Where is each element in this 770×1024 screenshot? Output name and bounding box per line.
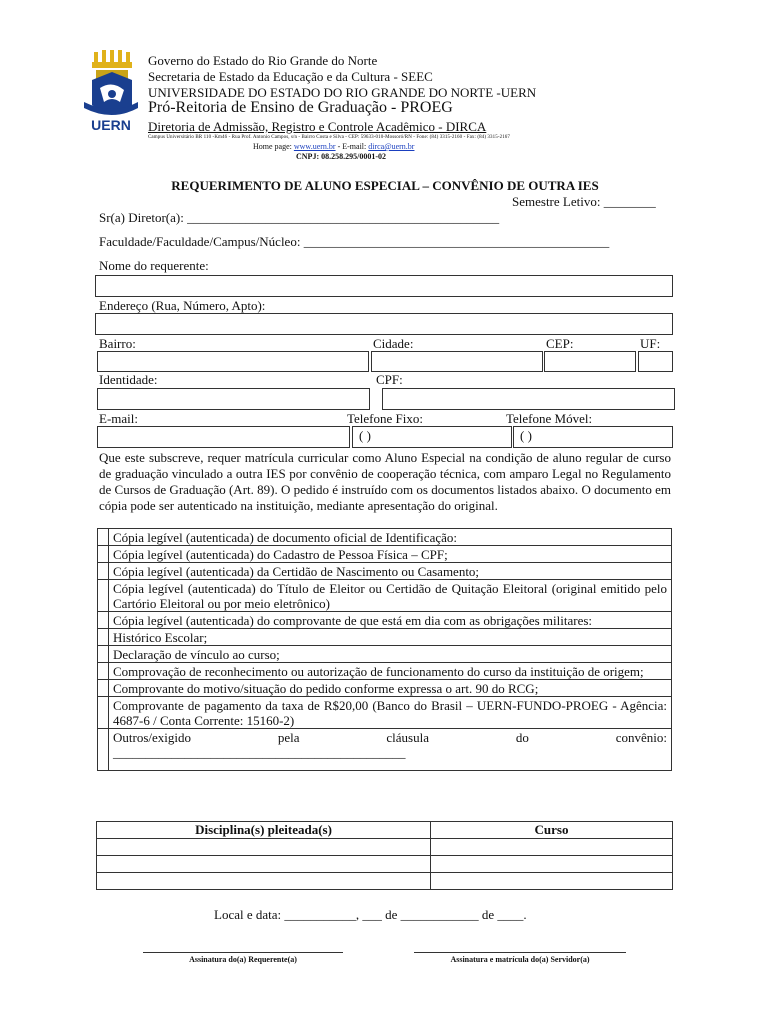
homepage-label: Home page: xyxy=(253,142,292,151)
header-university: UNIVERSIDADE DO ESTADO DO RIO GRANDE DO NORTE -UERN xyxy=(148,85,537,100)
document-checkbox[interactable] xyxy=(98,697,109,729)
document-item-label: Cópia legível (autenticada) de documento oficial de Identificação: xyxy=(109,529,672,546)
endereco-input[interactable] xyxy=(95,313,673,335)
document-item-label: Comprovante de pagamento da taxa de R$20,00 (Banco do Brasil – UERN-FUNDO-PROEG - Agência: 4687-6 / Conta Corrente: 15160-2) xyxy=(109,697,672,729)
document-row xyxy=(98,529,672,546)
form-title: REQUERIMENTO DE ALUNO ESPECIAL – CONVÊNIO DE OUTRA IES xyxy=(171,178,599,193)
identidade-label: Identidade: xyxy=(99,372,158,387)
uf-label: UF: xyxy=(640,336,661,351)
document-row xyxy=(98,563,672,580)
nome-label: Nome do requerente: xyxy=(99,258,209,273)
outros-word: cláusula xyxy=(386,730,429,745)
outros-word: convênio: xyxy=(615,730,667,745)
faculdade-field: Faculdade/Faculdade/Campus/Núcleo: _______________________________________________ xyxy=(99,234,610,249)
document-checkbox[interactable] xyxy=(98,663,109,680)
disciplina-cell[interactable] xyxy=(97,856,431,873)
header-cnpj: CNPJ: 08.258.295/0001-02 xyxy=(296,152,386,161)
document-checkbox[interactable] xyxy=(98,729,109,771)
table-row xyxy=(97,856,673,873)
local-data: Local e data: ___________, ___ de ____________ de ____. xyxy=(214,907,527,922)
email-field-label: E-mail: xyxy=(99,411,138,426)
cpf-input[interactable] xyxy=(382,388,675,410)
document-checkbox[interactable] xyxy=(98,629,109,646)
header-government: Governo do Estado do Rio Grande do Norte xyxy=(148,53,378,68)
disciplina-header: Disciplina(s) pleiteada(s) xyxy=(97,822,431,839)
outros-line: _____________________________________________ xyxy=(113,745,406,760)
telefone-movel-input[interactable] xyxy=(513,426,673,448)
uf-input[interactable] xyxy=(638,351,673,372)
signature-servidor-label: Assinatura e matrícula do(a) Servidor(a) xyxy=(450,955,590,964)
header-secretaria: Secretaria de Estado da Educação e da Cultura - SEEC xyxy=(148,69,433,84)
curso-header: Curso xyxy=(431,822,673,839)
email-link[interactable]: dirca@uern.br xyxy=(368,142,415,151)
document-checkbox[interactable] xyxy=(98,529,109,546)
request-paragraph: Que este subscreve, requer matrícula curricular como Aluno Especial na condição de aluno regular de curso de graduação vinculado a outra IES por convênio de cooperação técnica, com amparo Legal no Regulamento de Cursos de Graduação (Art. 89). O pedido é instruído com os documentos listados abaixo. O documento em cópia pode ser autenticado na instituição, mediante apresentação do original. xyxy=(99,450,671,513)
document-item-label: Comprovação de reconhecimento ou autorização de funcionamento do curso da instituição de origem; xyxy=(109,663,672,680)
header-address: Campus Universitário BR 110 -Km46 - Rua Prof. Antonio Campos, s/n - Bairro Costa e Silva - CEP: 59633-010-Mossoró/RN - Fone: (84) 3315-2160 - Fax: (84) 3315-2167 xyxy=(148,135,511,140)
document-row xyxy=(98,680,672,697)
disciplinas-table xyxy=(96,821,673,890)
document-checkbox[interactable] xyxy=(98,646,109,663)
cpf-label: CPF: xyxy=(376,372,403,387)
signature-requerente-label: Assinatura do(a) Requerente(a) xyxy=(189,955,297,964)
telefone-movel-label: Telefone Móvel: xyxy=(506,411,593,426)
curso-cell[interactable] xyxy=(431,856,673,873)
document-item-label: Declaração de vínculo ao curso; xyxy=(109,646,672,663)
document-row xyxy=(98,580,672,612)
header-proeg: Pró-Reitoria de Ensino de Graduação - PROEG xyxy=(148,99,453,116)
identidade-input[interactable] xyxy=(97,388,370,410)
ddd-movel: ( ) xyxy=(520,428,532,443)
document-row xyxy=(98,663,672,680)
signature-line-servidor xyxy=(414,952,626,953)
document-item-label: Cópia legível (autenticada) da Certidão de Nascimento ou Casamento; xyxy=(109,563,672,580)
document-item-label: Cópia legível (autenticada) do Título de Eleitor ou Certidão de Quitação Eleitoral (original emitido pelo Cartório Eleitoral ou por meio eletrônico) xyxy=(109,580,672,612)
header-contacts xyxy=(253,142,414,151)
disciplina-cell[interactable] xyxy=(97,839,431,856)
telefone-fixo-input[interactable] xyxy=(352,426,512,448)
outros-word: pela xyxy=(277,730,300,745)
document-item-label: Histórico Escolar; xyxy=(109,629,672,646)
telefone-fixo-label: Telefone Fixo: xyxy=(347,411,423,426)
document-row xyxy=(98,612,672,629)
document-checkbox[interactable] xyxy=(98,546,109,563)
document-row xyxy=(98,646,672,663)
document-row xyxy=(98,546,672,563)
document-checkbox[interactable] xyxy=(98,563,109,580)
document-checkbox[interactable] xyxy=(98,680,109,697)
email-input[interactable] xyxy=(97,426,350,448)
uern-logo xyxy=(82,50,140,135)
document-item-label: Comprovante do motivo/situação do pedido conforme expressa o art. 90 do RCG; xyxy=(109,680,672,697)
nome-input[interactable] xyxy=(95,275,673,297)
curso-cell[interactable] xyxy=(431,873,673,890)
outros-word: Outros/exigido xyxy=(113,730,191,745)
document-checkbox[interactable] xyxy=(98,580,109,612)
endereco-label: Endereço (Rua, Número, Apto): xyxy=(99,298,266,313)
diretor-field: Sr(a) Diretor(a): ________________________________________________ xyxy=(99,210,500,225)
table-row xyxy=(97,873,673,890)
document-row xyxy=(98,697,672,729)
document-checkbox[interactable] xyxy=(98,612,109,629)
signature-line-requerente xyxy=(143,952,343,953)
document-row xyxy=(98,629,672,646)
cidade-input[interactable] xyxy=(371,351,543,372)
semestre-letivo: Semestre Letivo: ________ xyxy=(512,194,656,209)
documents-table xyxy=(97,528,672,771)
header-dirca: Diretoria de Admissão, Registro e Controle Acadêmico - DIRCA xyxy=(148,119,487,134)
cidade-label: Cidade: xyxy=(373,336,414,351)
cep-label: CEP: xyxy=(546,336,574,351)
outros-word: do xyxy=(515,730,529,745)
curso-cell[interactable] xyxy=(431,839,673,856)
document-row-outros xyxy=(98,729,672,771)
document-item-label: Cópia legível (autenticada) do Cadastro de Pessoa Física – CPF; xyxy=(109,546,672,563)
ddd-fixo: ( ) xyxy=(359,428,371,443)
homepage-link[interactable]: www.uern.br xyxy=(293,142,336,151)
logo-text: UERN xyxy=(91,117,131,133)
bairro-input[interactable] xyxy=(97,351,369,372)
outros-cell[interactable] xyxy=(109,729,672,771)
cep-input[interactable] xyxy=(544,351,636,372)
email-label: - E-mail: xyxy=(337,142,367,151)
bairro-label: Bairro: xyxy=(99,336,136,351)
document-item-label: Cópia legível (autenticada) do comprovante de que está em dia com as obrigações militares: xyxy=(109,612,672,629)
disciplina-cell[interactable] xyxy=(97,873,431,890)
table-row xyxy=(97,839,673,856)
